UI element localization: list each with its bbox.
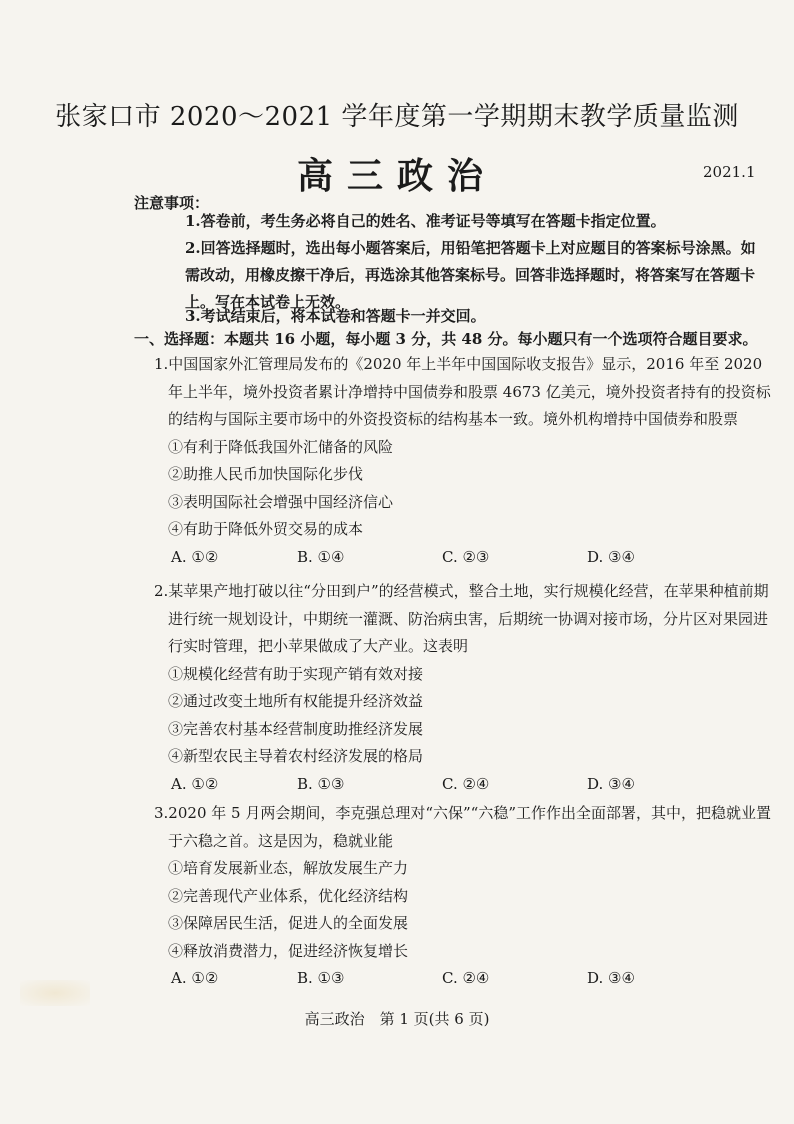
paper-smudge (20, 980, 90, 1006)
question-2-choice-c: C. ②④ (442, 774, 490, 793)
question-2-option-2: ②通过改变土地所有权能提升经济效益 (168, 692, 424, 710)
question-2-option-4: ④新型农民主导着农村经济发展的格局 (168, 747, 424, 765)
page-footer: 高三政治 第 1 页(共 6 页) (304, 1010, 490, 1028)
question-2-option-3: ③完善农村基本经营制度助推经济发展 (168, 719, 424, 738)
question-1-option-2: ②助推人民币加快国际化步伐 (168, 465, 364, 483)
question-3 (154, 800, 774, 993)
question-3-choice-c: C. ②④ (442, 969, 490, 987)
question-3-option-3: ③保障居民生活，促进人的全面发展 (168, 914, 409, 932)
exam-date: 2021.1 (703, 163, 756, 181)
question-3-stem: 3.2020 年 5 月两会期间，李克强总理对“六保”“六稳”工作作出全面部署，其中，把稳就业置于六稳之首。这是因为，稳就业能 (154, 804, 772, 850)
question-1-option-4: ④有助于降低外贸交易的成本 (168, 520, 364, 538)
subject-title: 高三政治 (296, 155, 497, 197)
question-3-choices (154, 965, 774, 993)
question-1-stem: 1.中国国家外汇管理局发布的《2020 年上半年中国国际收支报告》显示，2016 年至 2020 年上半年，境外投资者累计净增持中国债券和股票 4673 亿美元，境外投资者持有的投资标的结构与国际主要市场中的外资投资标的结构基本一致。境外机构增持中国债券和股票 (154, 355, 771, 428)
question-2-choice-d: D. ③④ (587, 774, 635, 793)
question-2-choices (154, 771, 774, 799)
question-1-choice-b: B. ①④ (297, 547, 345, 566)
notice-item-3: 3.考试结束后，将本试卷和答题卡一并交回。 (185, 307, 486, 325)
question-1-option-1: ①有利于降低我国外汇储备的风险 (168, 437, 394, 456)
question-1-choice-d: D. ③④ (587, 547, 635, 566)
notice-title: 注意事项： (134, 194, 210, 212)
question-3-option-1: ①培育发展新业态，解放发展生产力 (168, 859, 409, 877)
question-2-choice-a: A. ①② (171, 774, 219, 793)
question-1-choices (154, 544, 774, 572)
question-2-choice-b: B. ①③ (297, 774, 345, 793)
question-2 (154, 578, 774, 798)
question-2-option-1: ①规模化经营有助于实现产销有效对接 (168, 664, 424, 683)
notice-item-2: 2.回答选择题时，选出每小题答案后，用铅笔把答题卡上对应题目的答案标号涂黑。如需改动，用橡皮擦干净后，再选涂其他答案标号。回答非选择题时，将答案写在答题卡上。写在本试卷上无效。 (185, 239, 756, 311)
question-3-choice-a: A. ①② (171, 969, 219, 987)
question-3-choice-d: D. ③④ (587, 969, 635, 987)
question-2-stem: 2.某苹果产地打破以往“分田到户”的经营模式，整合土地，实行规模化经营，在苹果种植前期进行统一规划设计，中期统一灌溉、防治病虫害，后期统一协调对接市场，分片区对果园进行实时管理，把小苹果做成了大产业。这表明 (154, 582, 769, 655)
question-1-choice-a: A. ①② (171, 547, 219, 566)
exam-title: 张家口市 2020～2021 学年度第一学期期末教学质量监测 (55, 102, 739, 132)
section-heading: 一、选择题：本题共 16 小题，每小题 3 分，共 48 分。每小题只有一个选项符合题目要求。 (134, 330, 758, 348)
question-3-option-4: ④释放消费潜力，促进经济恢复增长 (168, 941, 409, 960)
question-3-option-2: ②完善现代产业体系，优化经济结构 (168, 886, 409, 905)
question-1 (154, 351, 774, 571)
question-1-choice-c: C. ②③ (442, 547, 490, 566)
question-3-choice-b: B. ①③ (297, 969, 345, 987)
question-1-option-3: ③表明国际社会增强中国经济信心 (168, 492, 394, 511)
notice-item-1: 1.答卷前，考生务必将自己的姓名、准考证号等填写在答题卡指定位置。 (185, 212, 666, 230)
